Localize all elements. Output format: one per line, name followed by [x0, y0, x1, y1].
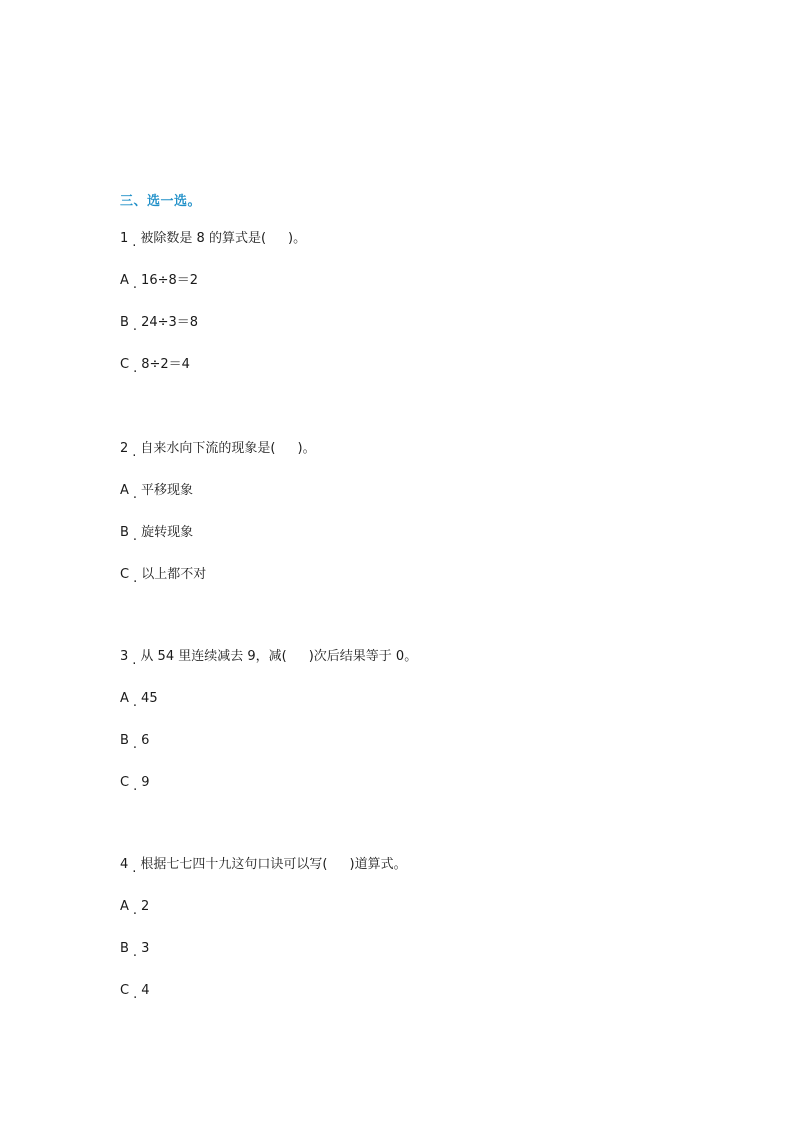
option-text: 3: [141, 941, 150, 956]
option-text: 45: [141, 691, 158, 706]
option-dot: .: [133, 779, 138, 794]
stem-text-before-blank: 根据七七四十九这句口诀可以写(: [140, 857, 328, 872]
option-dot: .: [132, 737, 138, 752]
option-dot: .: [132, 695, 138, 710]
option-letter: C: [120, 567, 130, 582]
option-letter: C: [120, 983, 130, 998]
stem-text-after-blank: )道算式。: [349, 857, 407, 872]
stem-text-before-blank: 被除数是 8 的算式是(: [140, 231, 267, 246]
stem-text-before-blank: 自来水向下流的现象是(: [140, 441, 276, 456]
option-a: [120, 898, 680, 916]
option-dot: .: [132, 277, 138, 292]
option-letter: B: [120, 941, 129, 956]
question-stem: [120, 856, 680, 874]
option-dot: .: [132, 529, 138, 544]
question-2: [120, 440, 680, 584]
number-dot: .: [132, 861, 137, 876]
option-text: 24÷3＝8: [141, 315, 199, 330]
option-letter: B: [120, 733, 129, 748]
option-letter: A: [120, 899, 129, 914]
option-dot: .: [132, 945, 138, 960]
option-letter: C: [120, 775, 130, 790]
question-stem: [120, 440, 680, 458]
option-a: [120, 482, 680, 500]
option-letter: A: [120, 273, 129, 288]
option-letter: A: [120, 483, 129, 498]
stem-text-before-blank: 从 54 里连续减去 9，减(: [140, 649, 287, 664]
section-title: 三、选一选。: [120, 194, 202, 209]
question-4: [120, 856, 680, 1000]
option-text: 4: [141, 983, 150, 998]
question-stem: [120, 648, 680, 666]
stem-text-after-blank: )次后结果等于 0。: [308, 649, 418, 664]
option-text: 平移现象: [141, 483, 194, 498]
option-b: [120, 314, 680, 332]
option-a: [120, 690, 680, 708]
question-number: 4: [120, 857, 129, 872]
option-a: [120, 272, 680, 290]
question-number: 2: [120, 441, 129, 456]
question-number: 1: [120, 231, 129, 246]
option-c: [120, 982, 680, 1000]
question-number: 3: [120, 649, 129, 664]
question-stem: [120, 230, 680, 248]
stem-text-after-blank: )。: [297, 441, 316, 456]
option-text: 旋转现象: [141, 525, 194, 540]
stem-text-after-blank: )。: [288, 231, 307, 246]
option-c: [120, 356, 680, 374]
option-dot: .: [133, 987, 138, 1002]
option-text: 16÷8＝2: [141, 273, 199, 288]
option-text: 以上都不对: [141, 567, 207, 582]
question-3: [120, 648, 680, 792]
option-text: 8÷2＝4: [141, 357, 190, 372]
option-letter: C: [120, 357, 130, 372]
option-dot: .: [133, 571, 138, 586]
option-dot: .: [133, 361, 138, 376]
option-text: 2: [141, 899, 150, 914]
question-1: [120, 230, 680, 374]
option-dot: .: [132, 903, 138, 918]
number-dot: .: [132, 653, 137, 668]
option-c: [120, 774, 680, 792]
number-dot: .: [132, 235, 137, 250]
option-dot: .: [132, 487, 138, 502]
option-text: 9: [141, 775, 150, 790]
option-b: [120, 940, 680, 958]
option-text: 6: [141, 733, 150, 748]
number-dot: .: [132, 445, 137, 460]
option-letter: A: [120, 691, 129, 706]
option-letter: B: [120, 315, 129, 330]
option-c: [120, 566, 680, 584]
option-dot: .: [132, 319, 138, 334]
option-b: [120, 524, 680, 542]
option-b: [120, 732, 680, 750]
option-letter: B: [120, 525, 129, 540]
